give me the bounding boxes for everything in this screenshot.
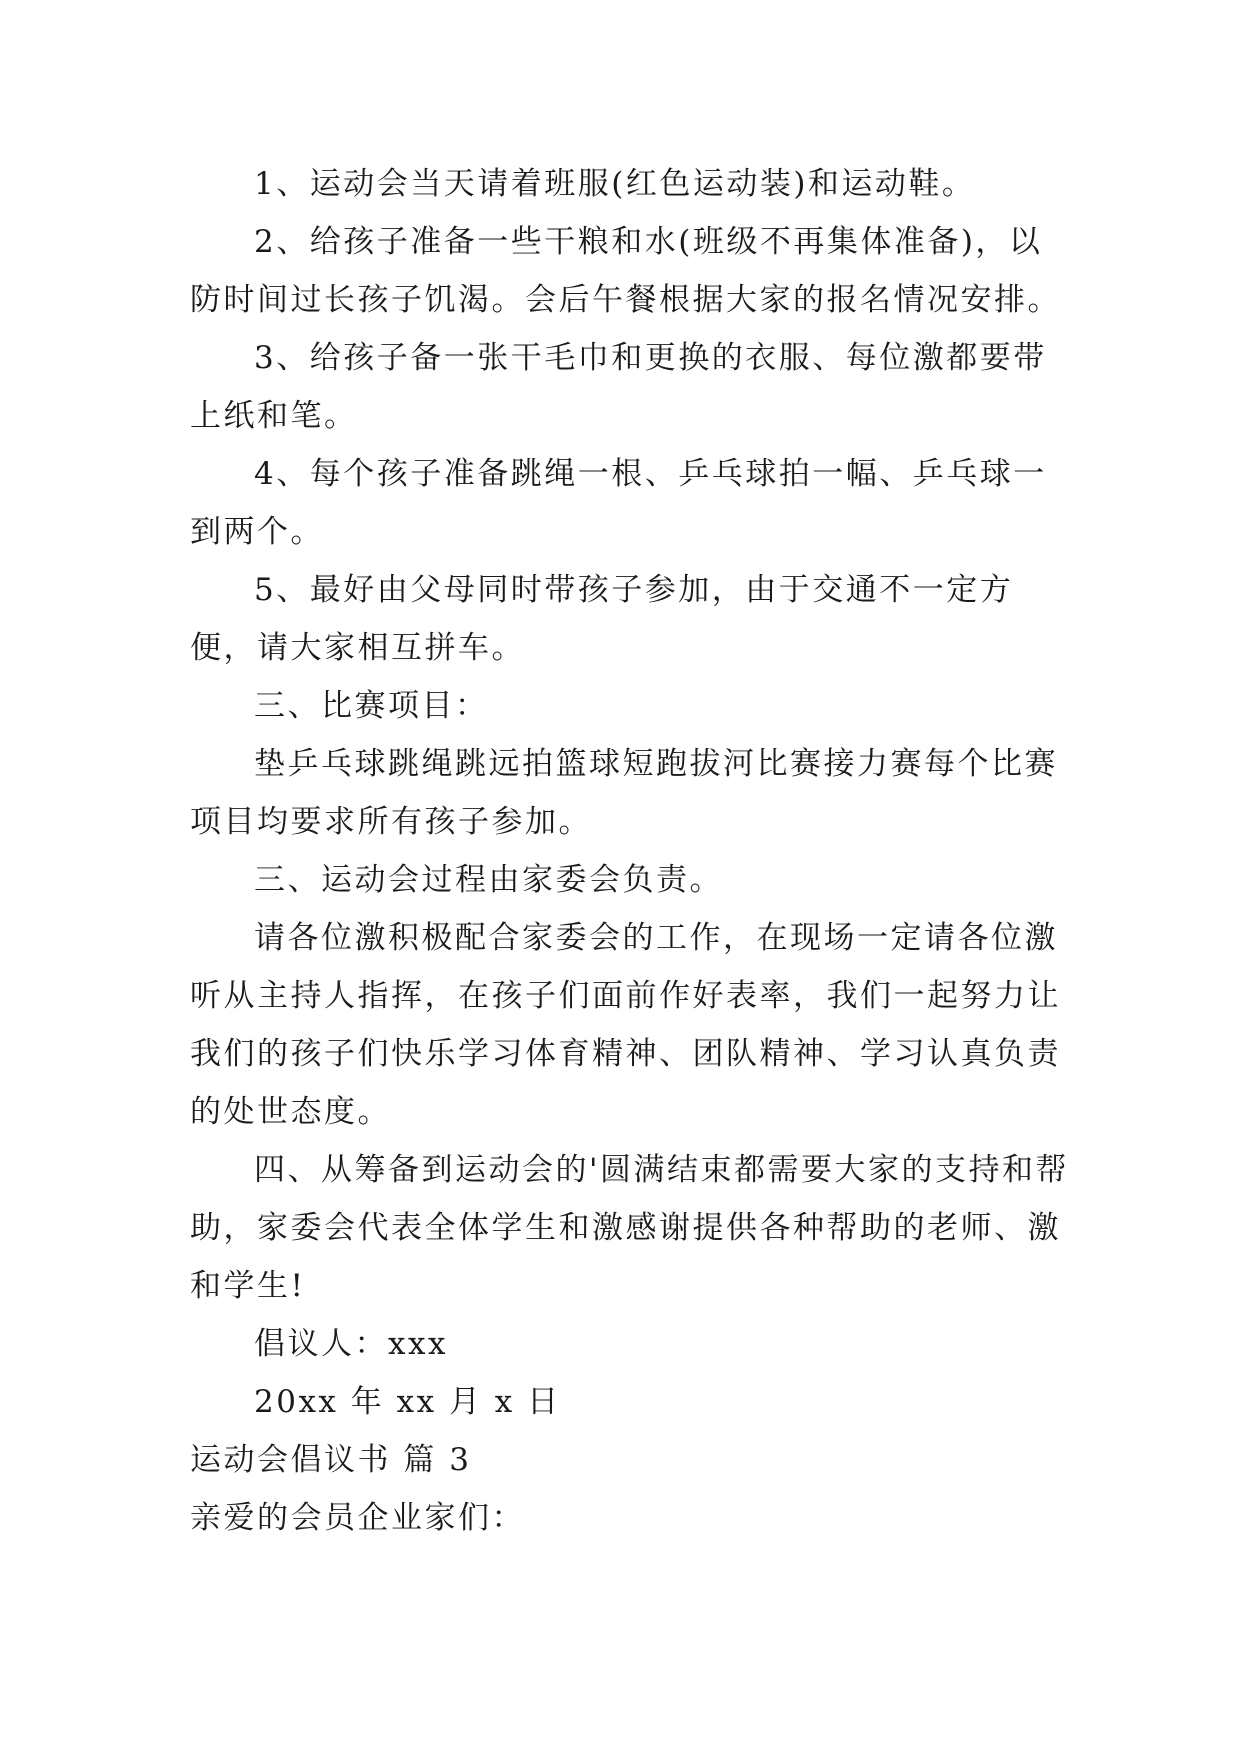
document-body bbox=[190, 155, 1070, 1547]
paragraph-events-list: 垫乒乓球跳绳跳远拍篮球短跑拔河比赛接力赛每个比赛项目均要求所有孩子参加。 bbox=[190, 746, 1058, 840]
paragraph-item-5: 5、最好由父母同时带孩子参加，由于交通不一定方便，请大家相互拼车。 bbox=[190, 572, 1014, 666]
salutation: 亲爱的会员企业家们： bbox=[190, 1500, 525, 1536]
section-heading-process: 三、运动会过程由家委会负责。 bbox=[254, 862, 723, 898]
paragraph-thanks: 四、从筹备到运动会的'圆满结束都需要大家的支持和帮助，家委会代表全体学生和激感谢提供各种帮助的老师、激和学生! bbox=[190, 1152, 1070, 1304]
section-heading-events: 三、比赛项目： bbox=[254, 688, 489, 724]
signature-initiator: 倡议人：xxx bbox=[254, 1326, 448, 1362]
section-title: 运动会倡议书 篇 3 bbox=[190, 1442, 472, 1478]
paragraph-item-4: 4、每个孩子准备跳绳一根、乒乓球拍一幅、乒乓球一到两个。 bbox=[190, 456, 1047, 550]
paragraph-item-3: 3、给孩子备一张干毛巾和更换的衣服、每位激都要带上纸和笔。 bbox=[190, 340, 1047, 434]
paragraph-item-2: 2、给孩子准备一些干粮和水(班级不再集体准备)，以防时间过长孩子饥渴。会后午餐根据大家的报名情况安排。 bbox=[190, 224, 1061, 318]
signature-date: 20xx 年 xx 月 x 日 bbox=[254, 1384, 561, 1420]
paragraph-cooperation: 请各位激积极配合家委会的工作，在现场一定请各位激听从主持人指挥，在孩子们面前作好表率，我们一起努力让我们的孩子们快乐学习体育精神、团队精神、学习认真负责的处世态度。 bbox=[190, 920, 1061, 1130]
paragraph-item-1: 1、运动会当天请着班服(红色运动装)和运动鞋。 bbox=[254, 166, 976, 202]
